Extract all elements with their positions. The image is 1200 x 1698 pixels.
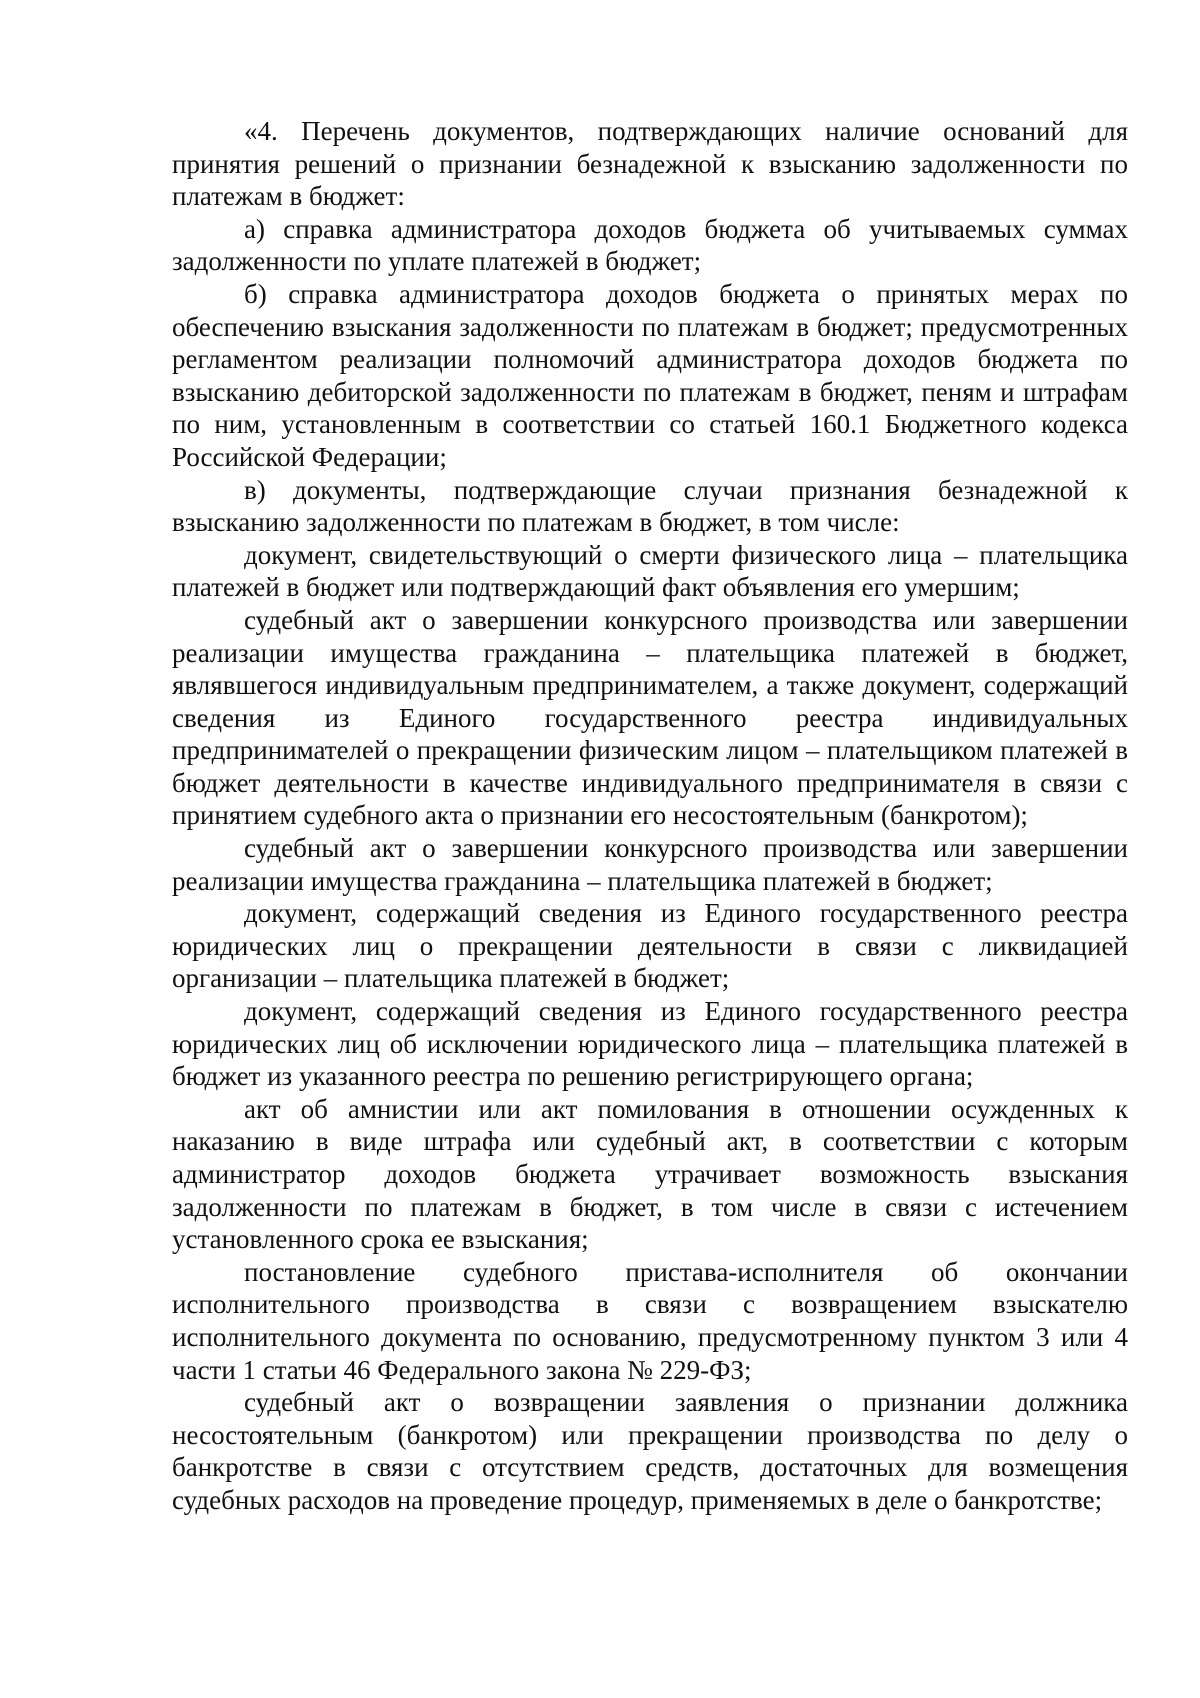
paragraph-death-certificate: документ, свидетельствующий о смерти физического лица – плательщика платежей в бюджет или подтверждающий факт объявления его умершим; [172,539,1128,603]
paragraph-amnesty: акт об амнистии или акт помилования в отношении осужденных к наказанию в виде штрафа или судебный акт, в соответствии с которым администратор доходов бюджета утрачивает возможность взыскания задолженности по платежам в бюджет, в том числе в связи с истечением установленного срока ее взыскания; [172,1093,1128,1255]
paragraph-liquidation: документ, содержащий сведения из Единого государственного реестра юридических лиц о прекращении деятельности в связи с ликвидацией организации – плательщика платежей в бюджет; [172,898,1128,994]
paragraph-bankruptcy-citizen: судебный акт о завершении конкурсного производства или завершении реализации имущества гражданина – плательщика платежей в бюджет; [172,833,1128,896]
paragraph-bankruptcy-return: судебный акт о возвращении заявления о признании должника несостоятельным (банкротом) или прекращении производства по делу о банкротстве в связи с отсутствием средств, достаточных для возмещения судебных расходов на проведение процедур, применяемых в деле о банкротстве; [172,1387,1128,1515]
paragraph-bailiff-resolution: постановление судебного пристава-исполнителя об окончании исполнительного производства в связи с возвращением взыскателю исполнительного документа по основанию, предусмотренному пунктом 3 или 4 части 1 статьи 46 Федерального закона № 229-ФЗ; [172,1256,1128,1385]
document-body [172,115,1128,1517]
paragraph-bankruptcy-entrepreneur: судебный акт о завершении конкурсного производства или завершении реализации имущества гражданина – плательщика платежей в бюджет, являвшегося индивидуальным предпринимателем, а также документ, содержащий сведения из Единого государственного реестра индивидуальных предпринимателей о прекращении физическим лицом – плательщиком платежей в бюджет деятельности в качестве индивидуального предпринимателя в связи с принятием судебного акта о признании его несостоятельным (банкротом); [172,604,1128,831]
paragraph-item-4-intro: «4. Перечень документов, подтверждающих наличие оснований для принятия решений о признании безнадежной к взысканию задолженности по платежам в бюджет: [172,116,1128,212]
paragraph-registry-exclusion: документ, содержащий сведения из Единого государственного реестра юридических лиц об исключении юридического лица – плательщика платежей в бюджет из указанного реестра по решению регистрирующего органа; [172,996,1128,1092]
paragraph-subitem-a: а) справка администратора доходов бюджета об учитываемых суммах задолженности по уплате платежей в бюджет; [172,213,1128,277]
paragraph-subitem-b: б) справка администратора доходов бюджета о принятых мерах по обеспечению взыскания задолженности по платежам в бюджет; предусмотренных регламентом реализации полномочий администратора доходов бюджета по взысканию дебиторской задолженности по платежам в бюджет, пеням и штрафам по ним, установленным в соответствии со статьей 160.1 Бюджетного кодекса Российской Федерации; [172,278,1128,472]
paragraph-subitem-v: в) документы, подтверждающие случаи признания безнадежной к взысканию задолженности по платежам в бюджет, в том числе: [172,474,1128,538]
